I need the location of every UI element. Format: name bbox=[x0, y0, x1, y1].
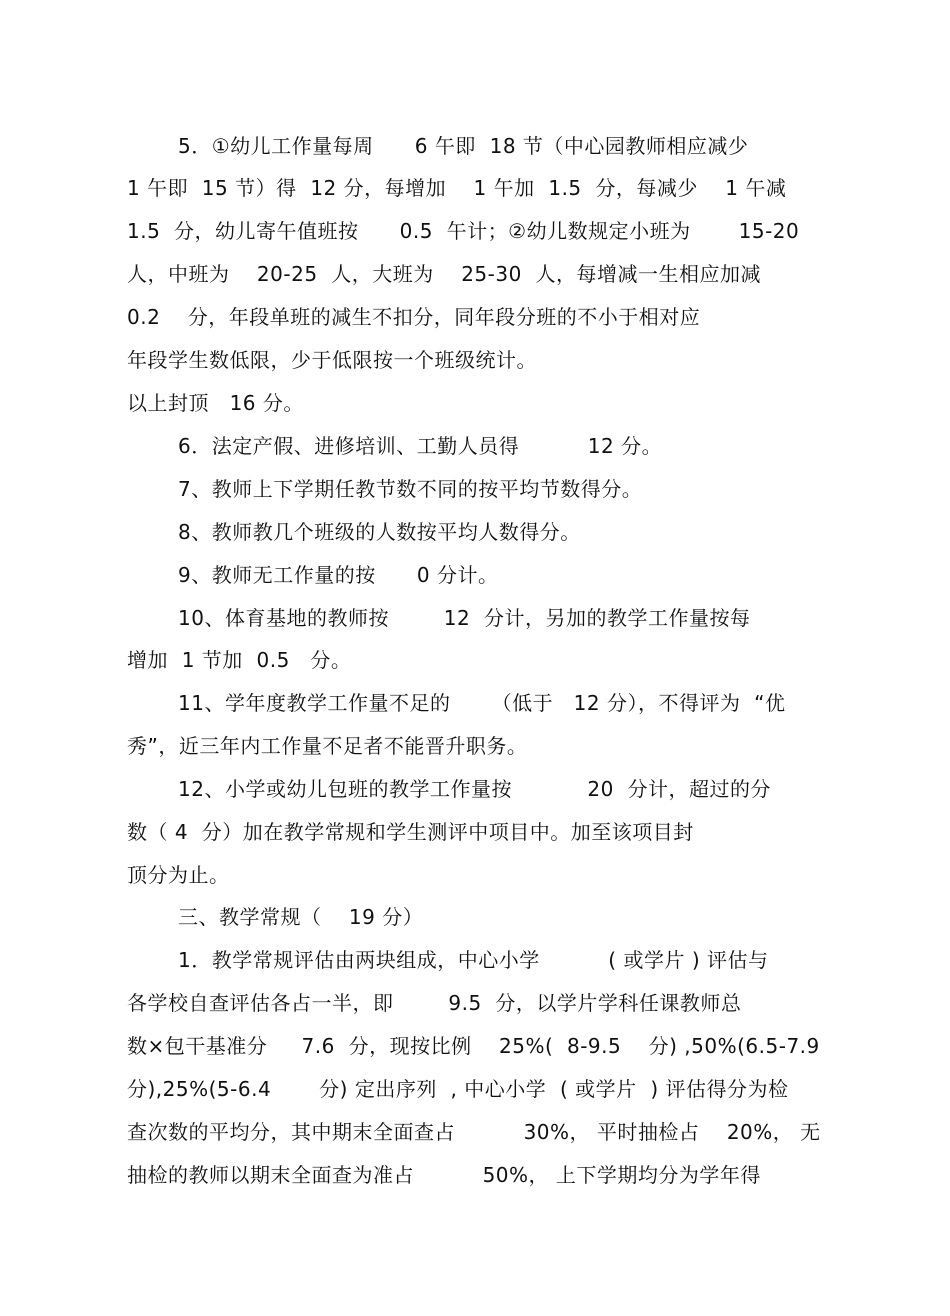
text-line: 秀”，近三年内工作量不足者不能晋升职务。 bbox=[127, 734, 528, 758]
text-line: 6．法定产假、进修培训、工勤人员得 12 分。 bbox=[178, 434, 663, 458]
text-line: 1.5 分，幼儿寄午值班按 0.5 午计；②幼儿数规定小班为 15-20 bbox=[127, 219, 800, 243]
text-line: 0.2 分，年段单班的减生不扣分，同年段分班的不小于相对应 bbox=[127, 305, 701, 329]
text-line: 11、学年度教学工作量不足的 （低于 12 分），不得评为 “优 bbox=[178, 691, 786, 715]
section-heading: 三、教学常规（ 19 分） bbox=[178, 905, 424, 929]
text-line: 1 午即 15 节）得 12 分，每增加 1 午加 1.5 分，每减少 1 午减 bbox=[127, 176, 787, 200]
text-line: 12、小学或幼儿包班的教学工作量按 20 分计，超过的分 bbox=[178, 777, 772, 801]
text-line: 各学校自查评估各占一半，即 9.5 分，以学片学科任课教师总 bbox=[127, 991, 742, 1015]
text-line: 7、教师上下学期任教节数不同的按平均节数得分。 bbox=[178, 477, 643, 501]
text-line: 5．①幼儿工作量每周 6 午即 18 节（中心园教师相应减少 bbox=[178, 134, 749, 158]
text-line: 9、教师无工作量的按 0 分计。 bbox=[178, 563, 499, 587]
text-line: 8、教师教几个班级的人数按平均人数得分。 bbox=[178, 520, 581, 544]
text-line: 增加 1 节加 0.5 分。 bbox=[127, 648, 352, 672]
text-line: 分),25%(5-6.4 分) 定出序列 , 中心小学 ( 或学片 ) 评估得分为检 bbox=[127, 1077, 789, 1101]
text-line: 以上封顶 16 分。 bbox=[127, 391, 304, 415]
text-line: 数×包干基准分 7.6 分，现按比例 25%( 8-9.5 分) ,50%(6.5-7.9 bbox=[127, 1034, 820, 1058]
text-line: 抽检的教师以期末全面查为准占 50%， 上下学期均分为学年得 bbox=[127, 1163, 761, 1187]
text-line: 查次数的平均分，其中期末全面查占 30%， 平时抽检占 20%， 无 bbox=[127, 1120, 821, 1144]
text-line: 顶分为止。 bbox=[127, 863, 230, 887]
text-line: 人，中班为 20-25 人，大班为 25-30 人，每增减一生相应加减 bbox=[127, 262, 762, 286]
text-line: 数（ 4 分）加在教学常规和学生测评中项目中。加至该项目封 bbox=[127, 820, 694, 844]
text-line: 年段学生数低限，少于低限按一个班级统计。 bbox=[127, 348, 537, 372]
text-line: 1．教学常规评估由两块组成，中心小学 ( 或学片 ) 评估与 bbox=[178, 948, 769, 972]
text-line: 10、体育基地的教师按 12 分计，另加的教学工作量按每 bbox=[178, 606, 751, 630]
